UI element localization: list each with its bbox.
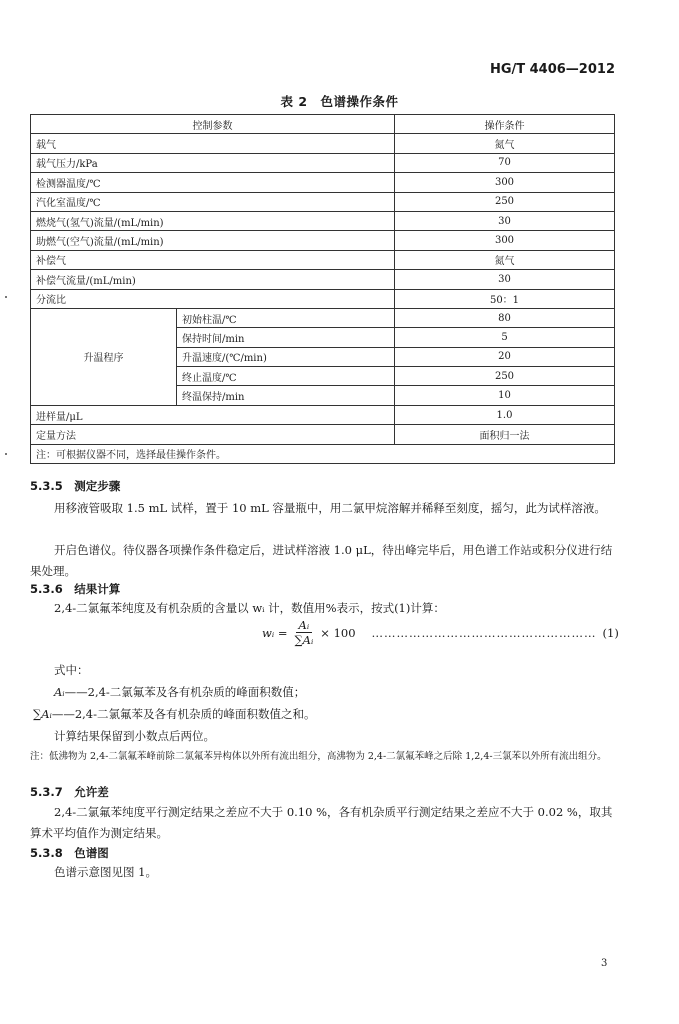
- definition-text: ——2,4-二氯氟苯及各有机杂质的峰面积数值；: [64, 685, 306, 699]
- param-cell: 终止温度/℃: [177, 367, 395, 386]
- param-cell: 载气压力/kPa: [31, 153, 395, 172]
- param-cell: 定量方法: [31, 425, 395, 444]
- formula-leader-dots: ………………………………………………: [371, 625, 597, 640]
- page-number: 3: [601, 958, 608, 969]
- paragraph-calculation: 2,4-二氯氟苯纯度及有机杂质的含量以 wᵢ 计，数值用%表示，按式(1)计算：: [54, 601, 445, 615]
- param-cell: 补偿气流量/(mL/min): [31, 270, 395, 289]
- param-cell: 升温速度/(℃/min): [177, 347, 395, 366]
- column-header-value: 操作条件: [395, 115, 615, 134]
- table-row: [31, 308, 615, 327]
- value-cell: 250: [395, 367, 615, 386]
- value-cell: 80: [395, 308, 615, 327]
- value-cell: 氮气: [395, 250, 615, 269]
- equation-number: (1): [602, 625, 619, 640]
- definition-a-i: [54, 684, 305, 700]
- section-heading-5-3-8: 5.3.8 色谱图: [30, 846, 109, 860]
- paragraph-procedure-1: 用移液管吸取 1.5 mL 试样，置于 10 mL 容量瓶中，用二氯甲烷溶解并稀释至刻度，摇匀，此为试样溶液。: [54, 501, 606, 515]
- value-cell: 300: [395, 173, 615, 192]
- temperature-program-label: 升温程序: [31, 308, 177, 405]
- paragraph-procedure-2: 开启色谱仪。待仪器各项操作条件稳定后，进试样溶液 1.0 μL，待出峰完毕后，用色谱工作站或积分仪进行结果处理。: [30, 543, 613, 578]
- paragraph-tolerance: 2,4-二氯氟苯纯度平行测定结果之差应不大于 0.10 %，各有机杂质平行测定结果之差应不大于 0.02 %，取其算术平均值作为测定结果。: [30, 805, 613, 840]
- chromatography-conditions-table: [30, 114, 615, 464]
- value-cell: 50：1: [395, 289, 615, 308]
- param-cell: 进样量/μL: [31, 405, 395, 424]
- param-cell: 燃烧气(氢气)流量/(mL/min): [31, 211, 395, 230]
- param-cell: 终温保持/min: [177, 386, 395, 405]
- definition-symbol: ∑Aᵢ: [33, 707, 52, 721]
- param-cell: 初始柱温/℃: [177, 308, 395, 327]
- table-row: [31, 425, 615, 444]
- param-cell: 汽化室温度/℃: [31, 192, 395, 211]
- value-cell: 30: [395, 211, 615, 230]
- value-cell: 70: [395, 153, 615, 172]
- table-row: [31, 153, 615, 172]
- value-cell: 30: [395, 270, 615, 289]
- formula-numerator: Aᵢ: [296, 618, 313, 633]
- scan-speck: [5, 453, 7, 455]
- table-row: [31, 250, 615, 269]
- section-heading-5-3-7: 5.3.7 允许差: [30, 785, 109, 799]
- definition-symbol: Aᵢ: [54, 685, 65, 699]
- standard-code: HG/T 4406—2012: [489, 62, 615, 77]
- paragraph-chromatogram: 色谱示意图见图 1。: [54, 865, 157, 879]
- section-heading-5-3-5: 5.3.5 测定步骤: [30, 479, 121, 493]
- table-row: [31, 211, 615, 230]
- table-row: [31, 405, 615, 424]
- value-cell: 20: [395, 347, 615, 366]
- table-row: [31, 173, 615, 192]
- table-note: 注：可根据仪器不同，选择最佳操作条件。: [31, 444, 615, 463]
- section-heading-5-3-6: 5.3.6 结果计算: [30, 582, 121, 596]
- value-cell: 面积归一法: [395, 425, 615, 444]
- param-cell: 助燃气(空气)流量/(mL/min): [31, 231, 395, 250]
- table-caption: 表 2 色谱操作条件: [280, 94, 399, 109]
- column-header-param: 控制参数: [31, 115, 395, 134]
- definition-text: ——2,4-二氯氟苯及各有机杂质的峰面积数值之和。: [51, 707, 316, 721]
- table-header-row: [31, 115, 615, 134]
- param-cell: 检测器温度/℃: [31, 173, 395, 192]
- param-cell: 载气: [31, 134, 395, 153]
- table-row: [31, 270, 615, 289]
- formula-fraction: [291, 618, 316, 647]
- table-row: [31, 289, 615, 308]
- table-row: [31, 231, 615, 250]
- value-cell: 1.0: [395, 405, 615, 424]
- rounding-rule: 计算结果保留到小数点后两位。: [54, 729, 215, 743]
- formula-factor: × 100: [320, 625, 356, 640]
- value-cell: 10: [395, 386, 615, 405]
- formula-denominator: ∑Aᵢ: [294, 633, 314, 647]
- value-cell: 250: [395, 192, 615, 211]
- value-cell: 300: [395, 231, 615, 250]
- table-row: [31, 192, 615, 211]
- scan-speck: [5, 296, 7, 298]
- where-label: 式中：: [54, 663, 89, 677]
- table-row: [31, 134, 615, 153]
- param-cell: 分流比: [31, 289, 395, 308]
- value-cell: 5: [395, 328, 615, 347]
- param-cell: 补偿气: [31, 250, 395, 269]
- calculation-note: 注：低沸物为 2,4-二氯氟苯峰前除二氯氟苯异构体以外所有流出组分，高沸物为 2,4-二氯氟苯峰之后除 1,2,4-三氯苯以外所有流出组分。: [30, 751, 607, 762]
- formula-1: [262, 618, 619, 647]
- formula-lhs: wᵢ =: [262, 625, 288, 640]
- definition-sum-a-i: [33, 706, 316, 722]
- table-note-row: [31, 444, 615, 463]
- param-cell: 保持时间/min: [177, 328, 395, 347]
- value-cell: 氮气: [395, 134, 615, 153]
